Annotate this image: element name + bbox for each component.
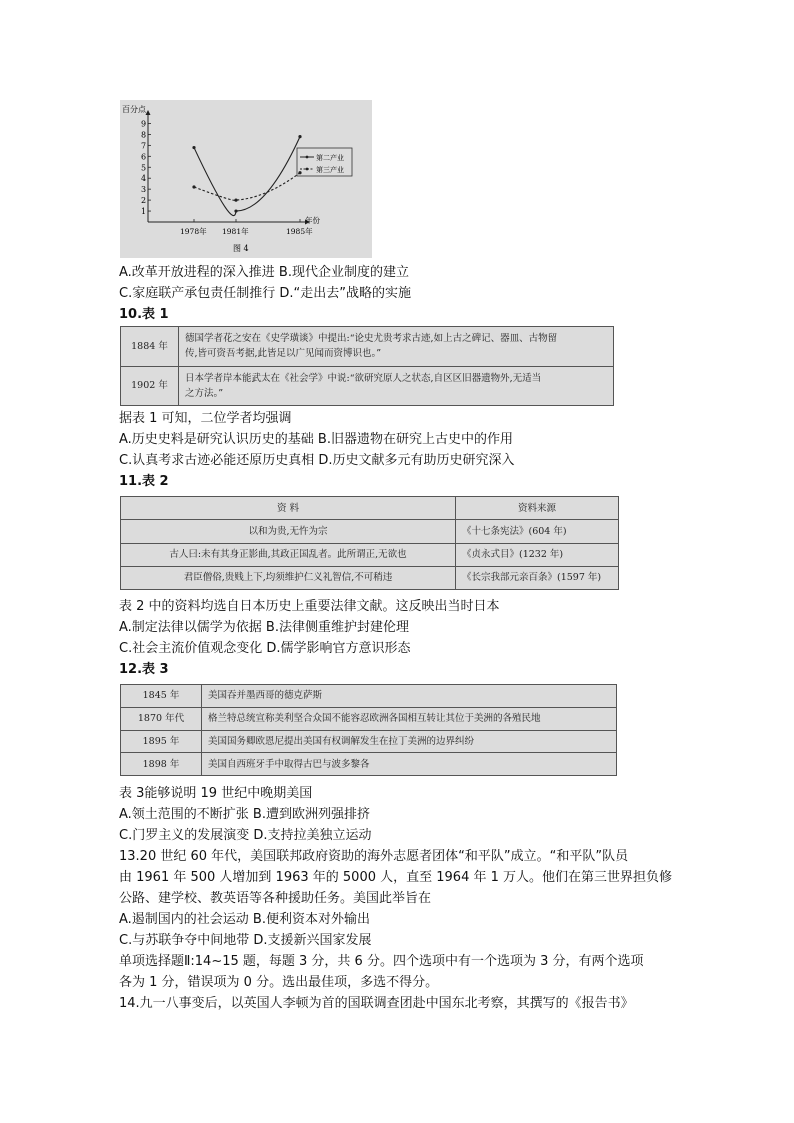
chart-lines	[192, 135, 301, 216]
data-point	[298, 171, 301, 174]
q12-option-cd: C.门罗主义的发展演变 D.支持拉美独立运动	[119, 828, 372, 843]
line-chart	[120, 100, 372, 258]
table-header-material: 资 料	[121, 497, 456, 520]
section-2-line-2: 各为 1 分，错误项为 0 分。选出最佳项，多选不得分。	[119, 975, 439, 990]
table-cell-year: 1845 年	[121, 685, 202, 708]
table-header-row	[121, 497, 619, 520]
data-point	[298, 135, 301, 138]
q11-option-ab: A.制定法律以儒学为依据 B.法律侧重维护封建伦理	[119, 620, 409, 635]
q10-option-ab: A.历史史料是研究认识历史的基础 B.旧器遗物在研究上古史中的作用	[119, 432, 513, 447]
table-text-line: 日本学者岸本能武太在《社会学》中说:“欲研究原人之状态,自区区旧器遗物外,无适当	[185, 372, 542, 384]
q13-line-1: 13.20 世纪 60 年代，美国联邦政府资助的海外志愿者团体“和平队”成立。“和平队”队员	[119, 849, 629, 864]
chart-ticks	[141, 119, 313, 236]
x-tick-label: 1981年	[222, 227, 249, 236]
q11-option-cd: C.社会主流价值观念变化 D.儒学影响官方意识形态	[119, 641, 411, 656]
table-cell-text	[179, 366, 614, 406]
table-row	[121, 566, 619, 589]
q9-option-cd: C.家庭联产承包责任制推行 D.“走出去”战略的实施	[119, 286, 411, 301]
table-row	[121, 366, 614, 406]
table-row	[121, 327, 614, 367]
table-cell-year: 1898 年	[121, 753, 202, 776]
table-row	[121, 520, 619, 543]
table-cell-text	[179, 327, 614, 367]
y-tick-label: 8	[141, 130, 147, 140]
y-tick-label: 5	[141, 163, 147, 173]
y-tick-label: 6	[141, 152, 147, 162]
chart-axes	[146, 110, 311, 225]
y-tick-label: 7	[141, 141, 147, 151]
x-tick-label: 1978年	[180, 227, 207, 236]
table-cell-material: 古人曰:未有其身正影曲,其政正国乱者。此所谓正,无欲也	[121, 543, 456, 566]
table-cell-material: 以和为贵,无忤为宗	[121, 520, 456, 543]
table-row	[121, 707, 617, 730]
table-cell-text: 格兰特总统宣称美利坚合众国不能容忍欧洲各国相互转让其位于美洲的各殖民地	[202, 707, 617, 730]
table-cell-text: 美国国务卿欧恩尼提出美国有权调解发生在拉丁美洲的边界纠纷	[202, 730, 617, 753]
q12-option-ab: A.领土范围的不断扩张 B.遭到欧洲列强排挤	[119, 807, 370, 822]
table-text-line: 德国学者花之安在《史学璜谈》中提出:“论史尤贵考求古迹,如上古之碑记、器皿、古物留	[185, 333, 558, 345]
legend-marker	[306, 156, 309, 159]
table-cell-text: 美国自西班牙手中取得古巴与波多黎各	[202, 753, 617, 776]
q11-stem: 表 2 中的资料均选自日本历史上重要法律文献。这反映出当时日本	[119, 599, 500, 614]
table-cell-year: 1895 年	[121, 730, 202, 753]
q11-heading: 11.表 2	[119, 474, 169, 489]
q10-stem: 据表 1 可知，二位学者均强调	[119, 411, 292, 426]
series-line	[194, 137, 300, 216]
y-tick-label: 3	[141, 185, 147, 195]
q9-option-ab: A.改革开放进程的深入推进 B.现代企业制度的建立	[119, 265, 409, 280]
q13-option-ab: A.遏制国内的社会运动 B.便利资本对外输出	[119, 912, 370, 927]
table-text-line: 传,皆可资吾考据,此皆足以广见闻而资博识也。”	[185, 348, 382, 360]
q13-line-2: 由 1961 年 500 人增加到 1963 年的 5000 人，直至 1964 年 1 万人。他们在第三世界担负修	[119, 870, 673, 885]
table-2	[120, 496, 619, 590]
y-tick-label: 4	[141, 174, 147, 184]
table-1	[120, 326, 614, 406]
series-line	[194, 173, 300, 201]
q12-stem: 表 3能够说明 19 世纪中晚期美国	[119, 786, 313, 801]
table-row	[121, 753, 617, 776]
x-tick-label: 1985年	[286, 227, 313, 236]
table-cell-text: 美国吞并墨西哥的德克萨斯	[202, 685, 617, 708]
chart-legend	[297, 148, 352, 176]
y-axis-arrow	[146, 110, 151, 115]
legend-label: 第二产业	[316, 154, 344, 162]
table-cell-material: 君臣僧俗,贵贱上下,均须维护仁义礼智信,不可稍违	[121, 566, 456, 589]
q13-line-3: 公路、建学校、教英语等各种援助任务。美国此举旨在	[119, 891, 432, 906]
y-tick-label: 1	[141, 207, 147, 217]
y-tick-label: 2	[141, 196, 147, 206]
legend-label: 第三产业	[316, 166, 344, 174]
data-point	[192, 146, 195, 149]
figure-4	[120, 100, 372, 258]
table-cell-source: 《十七条宪法》(604 年)	[456, 520, 619, 543]
section-2-line-1: 单项选择题Ⅱ:14~15 题，每题 3 分，共 6 分。四个选项中有一个选项为 3 分，有两个选项	[119, 954, 644, 969]
y-axis-label: 百分点	[122, 105, 146, 114]
y-tick-label: 9	[141, 119, 147, 129]
data-point	[234, 199, 237, 202]
x-axis-label: 年份	[305, 216, 320, 225]
data-point	[234, 209, 237, 212]
table-row	[121, 543, 619, 566]
q14-line-1: 14.九一八事变后，以英国人李顿为首的国联调查团赴中国东北考察，其撰写的《报告书》	[119, 996, 634, 1011]
table-text-line: 之方法。”	[185, 387, 224, 399]
table-header-source: 资料来源	[456, 497, 619, 520]
table-cell-source: 《长宗我部元亲百条》(1597 年)	[456, 566, 619, 589]
q12-heading: 12.表 3	[119, 662, 169, 677]
q13-option-cd: C.与苏联争夺中间地带 D.支援新兴国家发展	[119, 933, 372, 948]
table-3	[120, 684, 617, 776]
table-row	[121, 685, 617, 708]
table-cell-source: 《贞永式目》(1232 年)	[456, 543, 619, 566]
figure-caption: 图 4	[233, 244, 249, 253]
table-cell-year: 1884 年	[121, 327, 179, 367]
q10-heading: 10.表 1	[119, 307, 169, 322]
table-cell-year: 1902 年	[121, 366, 179, 406]
table-row	[121, 730, 617, 753]
table-cell-year: 1870 年代	[121, 707, 202, 730]
legend-marker	[306, 168, 309, 171]
data-point	[192, 185, 195, 188]
q10-option-cd: C.认真考求古迹必能还原历史真相 D.历史文献多元有助历史研究深入	[119, 453, 515, 468]
